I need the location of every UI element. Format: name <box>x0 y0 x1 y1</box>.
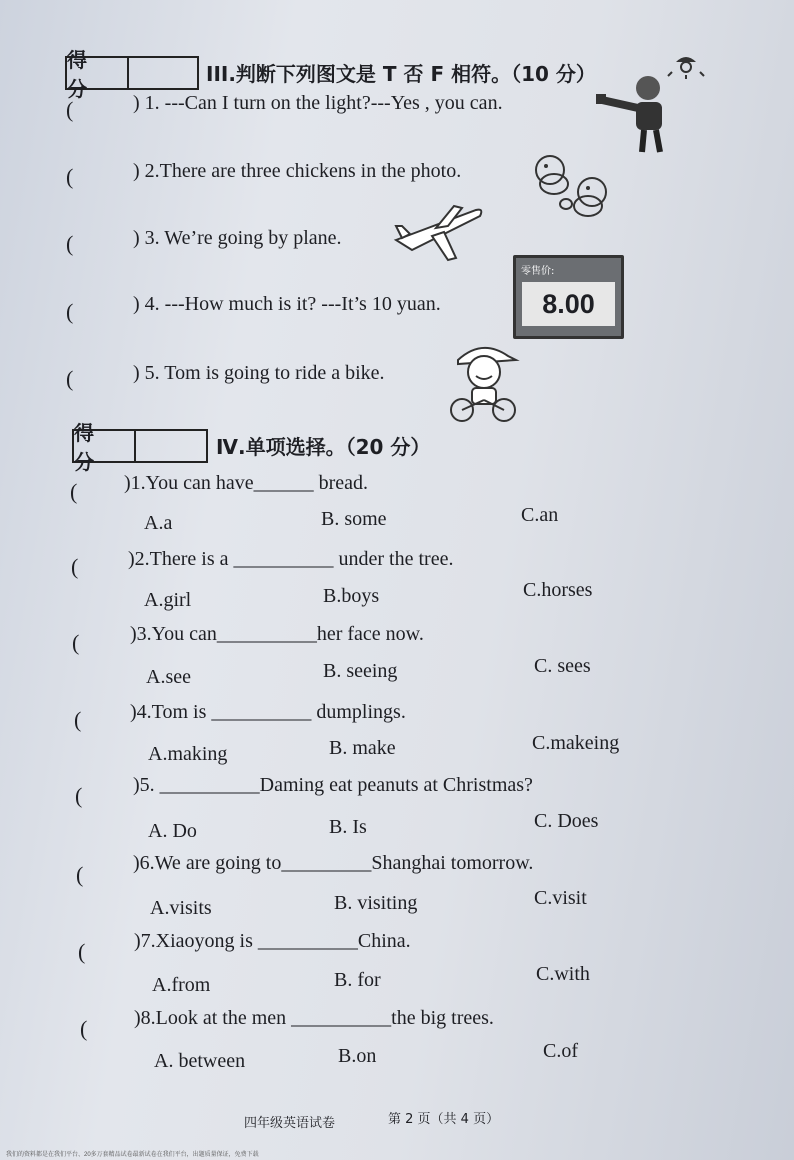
airplane-icon <box>392 200 484 264</box>
answer-paren[interactable]: ( <box>78 939 86 964</box>
score-box-section3 <box>65 48 199 101</box>
question-7-option-a: A.from <box>152 974 211 996</box>
question-2-option-c: C.horses <box>523 579 593 601</box>
question-1-stem: )1.You can have______ bread. <box>124 472 369 494</box>
question-2-stem: )2.There is a __________ under the tree. <box>128 548 454 570</box>
answer-paren[interactable]: ( <box>66 366 74 391</box>
answer-paren[interactable]: ( <box>74 707 82 732</box>
section3-title: III.判断下列图文是 T 否 F 相符。（10 分） <box>206 62 596 86</box>
section3-item-5: ) 5. Tom is going to ride a bike. <box>133 362 385 384</box>
section3-item-2: ) 2.There are three chickens in the photo. <box>133 160 462 182</box>
price-label: 零售价: <box>521 266 555 277</box>
boy-on-bike-icon <box>446 338 520 424</box>
price-value: 8.00 <box>522 282 615 326</box>
question-1-option-c: C.an <box>521 504 559 526</box>
question-6-option-c: C.visit <box>534 887 587 909</box>
question-3-option-b: B. seeing <box>323 660 398 682</box>
question-5-option-c: C. Does <box>534 810 599 832</box>
answer-paren[interactable]: ( <box>70 479 78 504</box>
answer-paren[interactable]: ( <box>72 630 80 655</box>
answer-paren[interactable]: ( <box>71 554 79 579</box>
score-label: 得 分 <box>74 431 136 461</box>
answer-paren[interactable]: ( <box>66 231 74 256</box>
question-8-option-a: A. between <box>154 1050 246 1072</box>
question-7-option-b: B. for <box>334 969 381 991</box>
question-6-stem: )6.We are going to_________Shanghai tomorrow. <box>133 852 534 874</box>
question-4-option-a: A.making <box>148 743 228 765</box>
question-8-stem: )8.Look at the men __________the big trees. <box>134 1007 494 1029</box>
question-4-option-c: C.makeing <box>532 732 620 754</box>
footer-page: 第 2 页（共 4 页） <box>388 1112 500 1127</box>
question-2-option-a: A.girl <box>144 589 192 611</box>
answer-paren[interactable]: ( <box>66 164 74 189</box>
score-blank <box>129 58 197 88</box>
question-1-option-a: A.a <box>144 512 173 534</box>
question-4-option-b: B. make <box>329 737 396 759</box>
answer-paren[interactable]: ( <box>80 1016 88 1041</box>
question-5-option-a: A. Do <box>148 820 197 842</box>
answer-paren[interactable]: ( <box>66 97 74 122</box>
section4-title: Ⅳ.单项选择。（20 分） <box>216 435 431 459</box>
boy-pointing-icon <box>594 72 684 156</box>
section3-item-4: ) 4. ---How much is it? ---It’s 10 yuan. <box>133 293 441 315</box>
question-8-option-c: C.of <box>543 1040 578 1062</box>
question-7-option-c: C.with <box>536 963 590 985</box>
question-3-option-a: A.see <box>146 666 191 688</box>
question-4-stem: )4.Tom is __________ dumplings. <box>130 701 406 723</box>
question-6-option-b: B. visiting <box>334 892 418 914</box>
section3-item-1: ) 1. ---Can I turn on the light?---Yes , you can. <box>133 92 503 114</box>
question-5-stem: )5. __________Daming eat peanuts at Christmas? <box>133 774 533 796</box>
section3-item-3: ) 3. We’re going by plane. <box>133 227 342 249</box>
question-7-stem: )7.Xiaoyong is __________China. <box>134 930 411 952</box>
question-2-option-b: B.boys <box>323 585 380 607</box>
question-3-stem: )3.You can__________her face now. <box>130 623 424 645</box>
answer-paren[interactable]: ( <box>76 862 84 887</box>
question-3-option-c: C. sees <box>534 655 591 677</box>
top-note: 我们的资料都是在我们平台、20多万套精品试卷最新试卷在我们平台，出题质量保证，免费下载 <box>6 1152 259 1158</box>
chickens-icon <box>528 148 614 222</box>
answer-paren[interactable]: ( <box>66 299 74 324</box>
question-1-option-b: B. some <box>321 508 387 530</box>
footer-exam: 四年级英语试卷 <box>244 1116 336 1131</box>
score-blank <box>136 431 206 461</box>
question-8-option-b: B.on <box>338 1045 377 1067</box>
score-label: 得 分 <box>67 58 129 88</box>
price-tag <box>513 255 624 339</box>
answer-paren[interactable]: ( <box>75 783 83 808</box>
question-6-option-a: A.visits <box>150 897 212 919</box>
question-5-option-b: B. Is <box>329 816 367 838</box>
score-box-section4 <box>72 421 208 474</box>
